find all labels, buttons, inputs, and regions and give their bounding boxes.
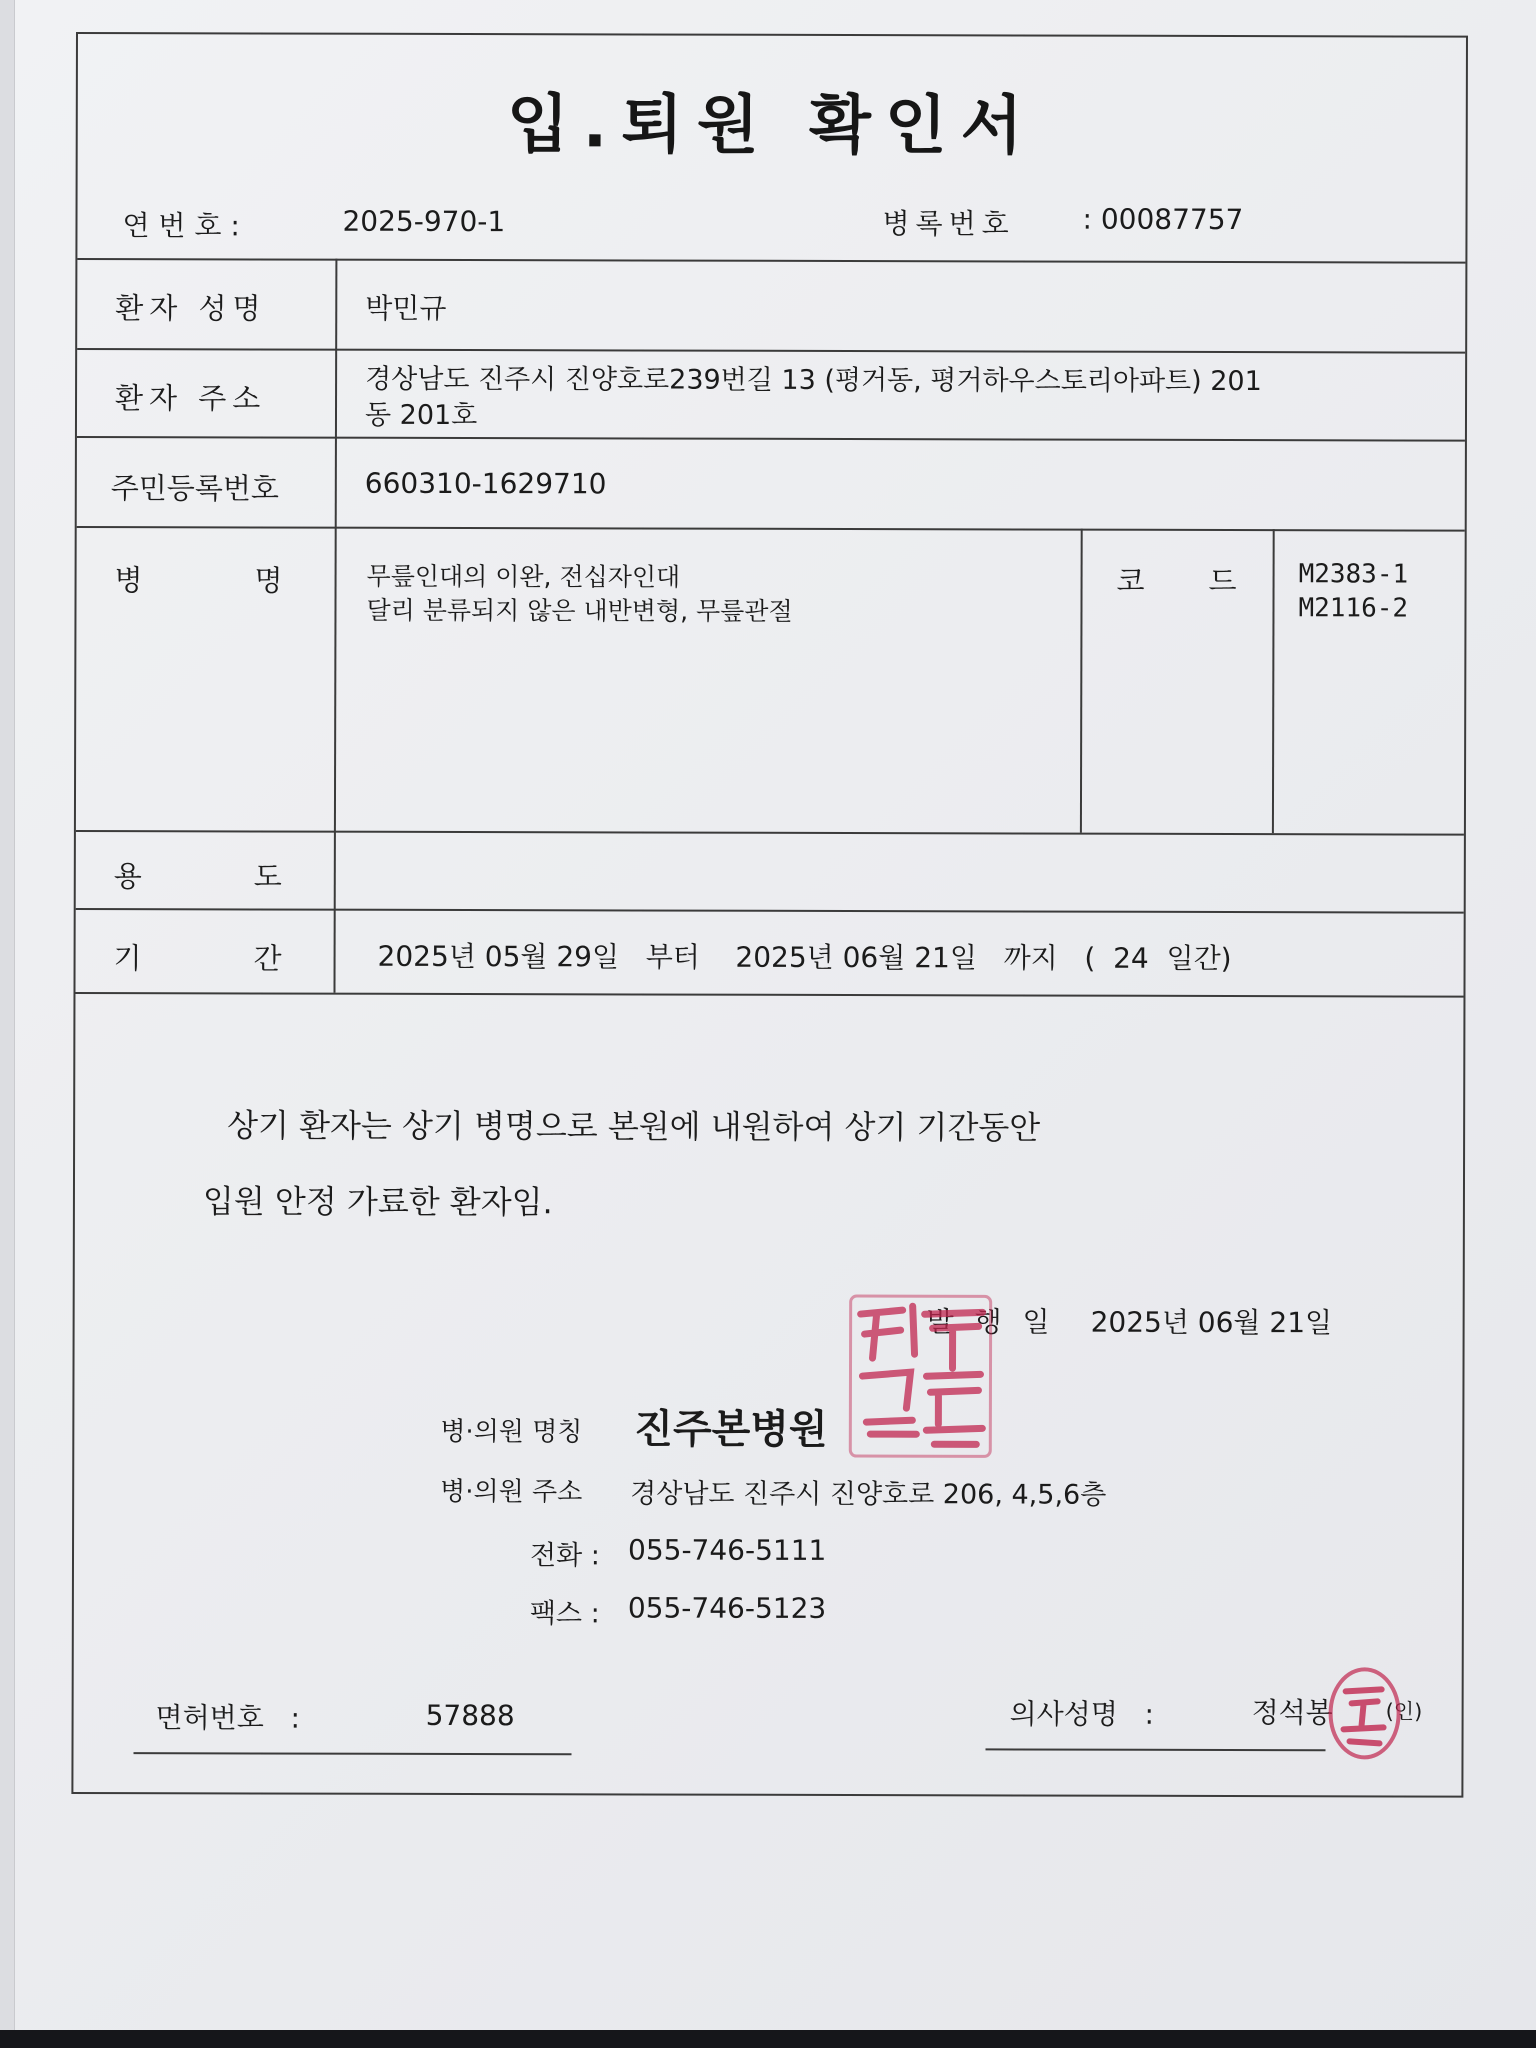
phone-label: 전화 :: [529, 1540, 600, 1572]
serial-number: 2025-970-1: [342, 204, 506, 239]
doctor-underline: [986, 1748, 1326, 1751]
document-title: 입.퇴원 확인서: [506, 88, 1037, 164]
hospital-seal-stamp: [842, 1284, 1002, 1474]
patient-address-line1: 경상남도 진주시 진양호로239번길 13 (평거동, 평거하우스토리아파트) 201: [365, 363, 1262, 398]
purpose-label-char: 도: [253, 859, 282, 894]
diagnosis-label-char: 명: [254, 563, 283, 598]
record-number: : 00087757: [1082, 202, 1244, 237]
statement-line2: 입원 안정 가료한 환자임.: [202, 1182, 553, 1222]
table-rule: [77, 348, 1465, 354]
document-frame: [71, 32, 1468, 1798]
issue-date-label: 발 행 일: [926, 1305, 1056, 1339]
table-rule: [76, 908, 1464, 914]
statement-line1: 상기 환자는 상기 병명으로 본원에 내원하여 상기 기간동안: [227, 1106, 1041, 1147]
license-underline: [133, 1752, 571, 1755]
code-line1: M2383-1: [1298, 559, 1409, 590]
doctor-seal-mark: (인): [1385, 1699, 1423, 1724]
doctor-name-label: 의사성명 :: [1009, 1697, 1154, 1731]
purpose-label: [114, 854, 282, 895]
record-number-label: 병록번호: [882, 207, 1015, 241]
period-label-char: 기: [113, 941, 142, 976]
doctor-name: 정석봉: [1251, 1696, 1333, 1730]
patient-address-label: 환자 주소: [114, 381, 267, 416]
fax-label: 팩스 :: [529, 1598, 600, 1630]
table-rule: [77, 436, 1465, 442]
period-value: 2025년 05월 29일 부터 2025년 06월 21일 까지 ( 24 일간): [377, 939, 1232, 976]
license-number: 57888: [425, 1698, 515, 1733]
paper-edge: [0, 0, 15, 2030]
rrn-label: 주민등록번호: [110, 471, 279, 506]
diagnosis-label: [115, 558, 283, 599]
serial-label: 연 번 호 :: [122, 209, 240, 243]
license-label: 면허번호 :: [155, 1701, 300, 1735]
code-label-char: 드: [1208, 563, 1237, 599]
patient-name: 박민규: [365, 291, 447, 325]
table-column-rule: [333, 259, 337, 993]
phone-number: 055-746-5111: [627, 1533, 827, 1567]
table-column-rule: [1272, 529, 1275, 833]
table-rule: [77, 526, 1465, 532]
hospital-name-label: 병·의원 명칭: [440, 1416, 583, 1448]
purpose-label-char: 용: [113, 859, 142, 894]
diagnosis-label-char: 병: [114, 563, 143, 598]
table-column-rule: [1080, 529, 1083, 833]
period-label: [114, 936, 282, 977]
diagnosis-line1: 무릎인대의 이완, 전십자인대: [366, 561, 681, 592]
diagnosis-line2: 달리 분류되지 않은 내반변형, 무릎관절: [366, 595, 793, 626]
code-line2: M2116-2: [1298, 593, 1409, 624]
table-rule: [76, 830, 1464, 836]
code-label: [1117, 559, 1237, 600]
patient-name-label: 환자 성명: [115, 291, 267, 326]
fax-number: 055-746-5123: [627, 1591, 827, 1625]
issue-date: 2025년 06월 21일: [1090, 1305, 1333, 1340]
rrn-value: 660310-1629710: [364, 466, 607, 501]
hospital-address: 경상남도 진주시 진양호로 206, 4,5,6층: [630, 1478, 1107, 1511]
code-label-char: 코: [1116, 563, 1145, 598]
patient-address-line2: 동 201호: [364, 399, 478, 432]
doctor-seal-stamp: [1323, 1663, 1405, 1763]
hospital-address-label: 병·의원 주소: [440, 1476, 583, 1508]
hospital-name: 진주본병원: [634, 1406, 828, 1453]
table-rule: [75, 992, 1463, 998]
period-label-char: 간: [253, 941, 282, 976]
table-rule: [77, 258, 1465, 264]
